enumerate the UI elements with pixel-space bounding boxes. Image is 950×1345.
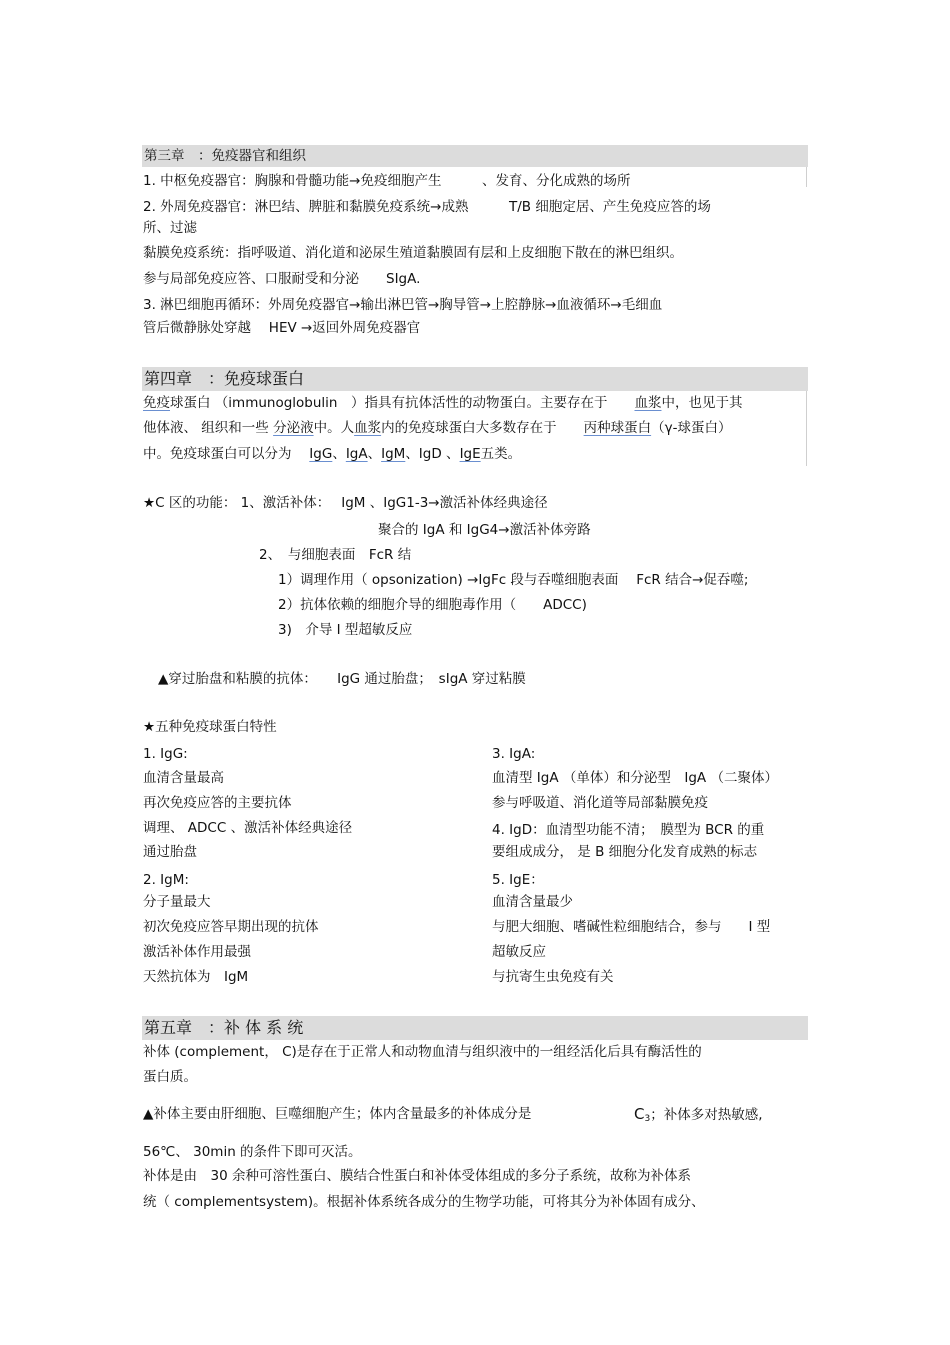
text: 内的免疫球蛋白大多数存在于 (381, 420, 584, 436)
paragraph-line (143, 394, 742, 412)
text: 五类。 (480, 446, 522, 462)
text: C (634, 1105, 645, 1123)
text-line: 56℃、 30min 的条件下即可灭活。 (143, 1144, 362, 1160)
list-item: 要组成成分， 是 B 细胞分化发育成熟的标志 (492, 844, 758, 860)
list-item: 血清含量最高 (143, 770, 224, 786)
text-line: 2）抗体依赖的细胞介导的细胞毒作用（ ADCC) (278, 597, 587, 613)
list-item: 与抗寄生虫免疫有关 (492, 969, 614, 985)
text-line: 管后微静脉处穿越 HEV →返回外周免疫器官 (143, 320, 421, 336)
term-link: IgM (381, 446, 406, 462)
text-line: 3) 介导 Ⅰ 型超敏反应 (278, 622, 413, 638)
text-line: 统（ complementsystem)。根据补体系统各成分的生物学功能，可将其分为补体固有成分、 (143, 1194, 705, 1210)
text: 他体液、 组织和一些 (143, 420, 274, 436)
chapter4-title: 第四章 ：免疫球蛋白 (144, 369, 305, 388)
list-item: 超敏反应 (492, 944, 546, 960)
chapter3-header (142, 145, 808, 167)
text: 中，也见于其 (661, 395, 743, 411)
list-item: 调理、 ADCC 、激活补体经典途径 (143, 820, 353, 836)
list-item: 3. IgA: (492, 746, 536, 762)
text-line: 黏膜免疫系统：指呼吸道、消化道和泌尿生殖道黏膜固有层和上皮细胞下散在的淋巴组织。 (143, 245, 683, 261)
text: （γ-球蛋白） (651, 420, 732, 436)
term-link: IgG (309, 446, 333, 462)
list-item: 5. IgE： (492, 872, 544, 888)
list-item: 2. IgM: (143, 872, 189, 888)
chapter4-header (142, 367, 808, 391)
text: 、 (367, 446, 382, 462)
term-link: 丙种球蛋白 (583, 420, 652, 436)
term-link: 分泌液 (273, 420, 314, 436)
text-line: 参与局部免疫应答、口服耐受和分泌 SIgA. (143, 271, 421, 287)
text-line: 3. 淋巴细胞再循环：外周免疫器官→输出淋巴管→胸导管→上腔静脉→血液循环→毛细血 (143, 297, 663, 313)
term-link: 血浆 (354, 420, 382, 436)
list-item: 血清型 IgA （单体）和分泌型 IgA （二聚体） (492, 770, 778, 786)
text-line: 1. 中枢免疫器官：胸腺和骨髓功能→免疫细胞产生 、发育、分化成熟的场所 (143, 173, 631, 189)
text-line: 1）调理作用（ opsonization) →IgFc 段与吞噬细胞表面 FcR 结合→促吞噬; (278, 572, 749, 588)
text-line: 2. 外周免疫器官：淋巴结、脾脏和黏膜免疫系统→成熟 T/B 细胞定居、产生免疫应答的场 (143, 199, 711, 215)
term-link: IgE (459, 446, 481, 462)
list-item: 再次免疫应答的主要抗体 (143, 795, 292, 811)
chapter5-title: 第五章 ：补 体 系 统 (144, 1018, 304, 1037)
list-item: 激活补体作用最强 (143, 944, 251, 960)
list-item: 血清含量最少 (492, 894, 573, 910)
paragraph-line (143, 445, 521, 463)
section-title: ★五种免疫球蛋白特性 (143, 719, 277, 735)
list-item: 通过胎盘 (143, 844, 197, 860)
paragraph-line (143, 419, 731, 437)
list-item: 1. IgG: (143, 746, 188, 762)
list-item: 参与呼吸道、消化道等局部黏膜免疫 (492, 795, 708, 811)
text-line: ★C 区的功能： 1、激活补体： IgM 、IgG1-3→激活补体经典途径 (143, 495, 548, 511)
term-link: 免疫 (143, 395, 170, 411)
list-item: 天然抗体为 IgM (143, 969, 249, 985)
term-link: 血浆 (634, 395, 662, 411)
text-line (634, 1105, 763, 1128)
text: ▲补体主要由肝细胞、巨噬细胞产生；体内含量最多的补体成分是 (143, 1106, 532, 1122)
list-item: 与肥大细胞、嗜碱性粒细胞结合，参与 Ⅰ 型 (492, 919, 771, 935)
subscript: 3 (644, 1114, 651, 1124)
term-link: IgA (345, 446, 368, 462)
text: 球蛋白 （immunoglobulin ）指具有抗体活性的动物蛋白。主要存在于 (170, 395, 635, 411)
text: 、 (332, 446, 346, 462)
text: 中。人 (313, 420, 355, 436)
text: ；补体多对热敏感, (650, 1107, 763, 1123)
divider (806, 391, 807, 466)
chapter5-header (142, 1016, 808, 1040)
text-line: 聚合的 IgA 和 IgG4→激活补体旁路 (378, 522, 591, 538)
list-item: 4. IgD：血清型功能不清； 膜型为 BCR 的重 (492, 822, 765, 838)
text-line: 所、过滤 (143, 220, 197, 236)
text: 中。免疫球蛋白可以分为 (143, 446, 310, 462)
text-line: 补体是由 30 余种可溶性蛋白、膜结合性蛋白和补体受体组成的多分子系统，故称为补体系 (143, 1168, 691, 1184)
text-line: ▲穿过胎盘和粘膜的抗体： IgG 通过胎盘； sIgA 穿过粘膜 (158, 671, 526, 687)
list-item: 分子量最大 (143, 894, 211, 910)
text-line (143, 1105, 531, 1123)
list-item: 初次免疫应答早期出现的抗体 (143, 919, 319, 935)
text-line: 2、 与细胞表面 FcR 结 (259, 547, 412, 563)
text: 、IgD 、 (405, 446, 460, 462)
divider (806, 167, 807, 187)
chapter3-title: 第三章 ：免疫器官和组织 (144, 148, 306, 164)
text-line: 蛋白质。 (143, 1069, 197, 1085)
text-line: 补体 (complement， C)是存在于正常人和动物血清与组织液中的一组经活化后具有酶活性的 (143, 1044, 702, 1060)
